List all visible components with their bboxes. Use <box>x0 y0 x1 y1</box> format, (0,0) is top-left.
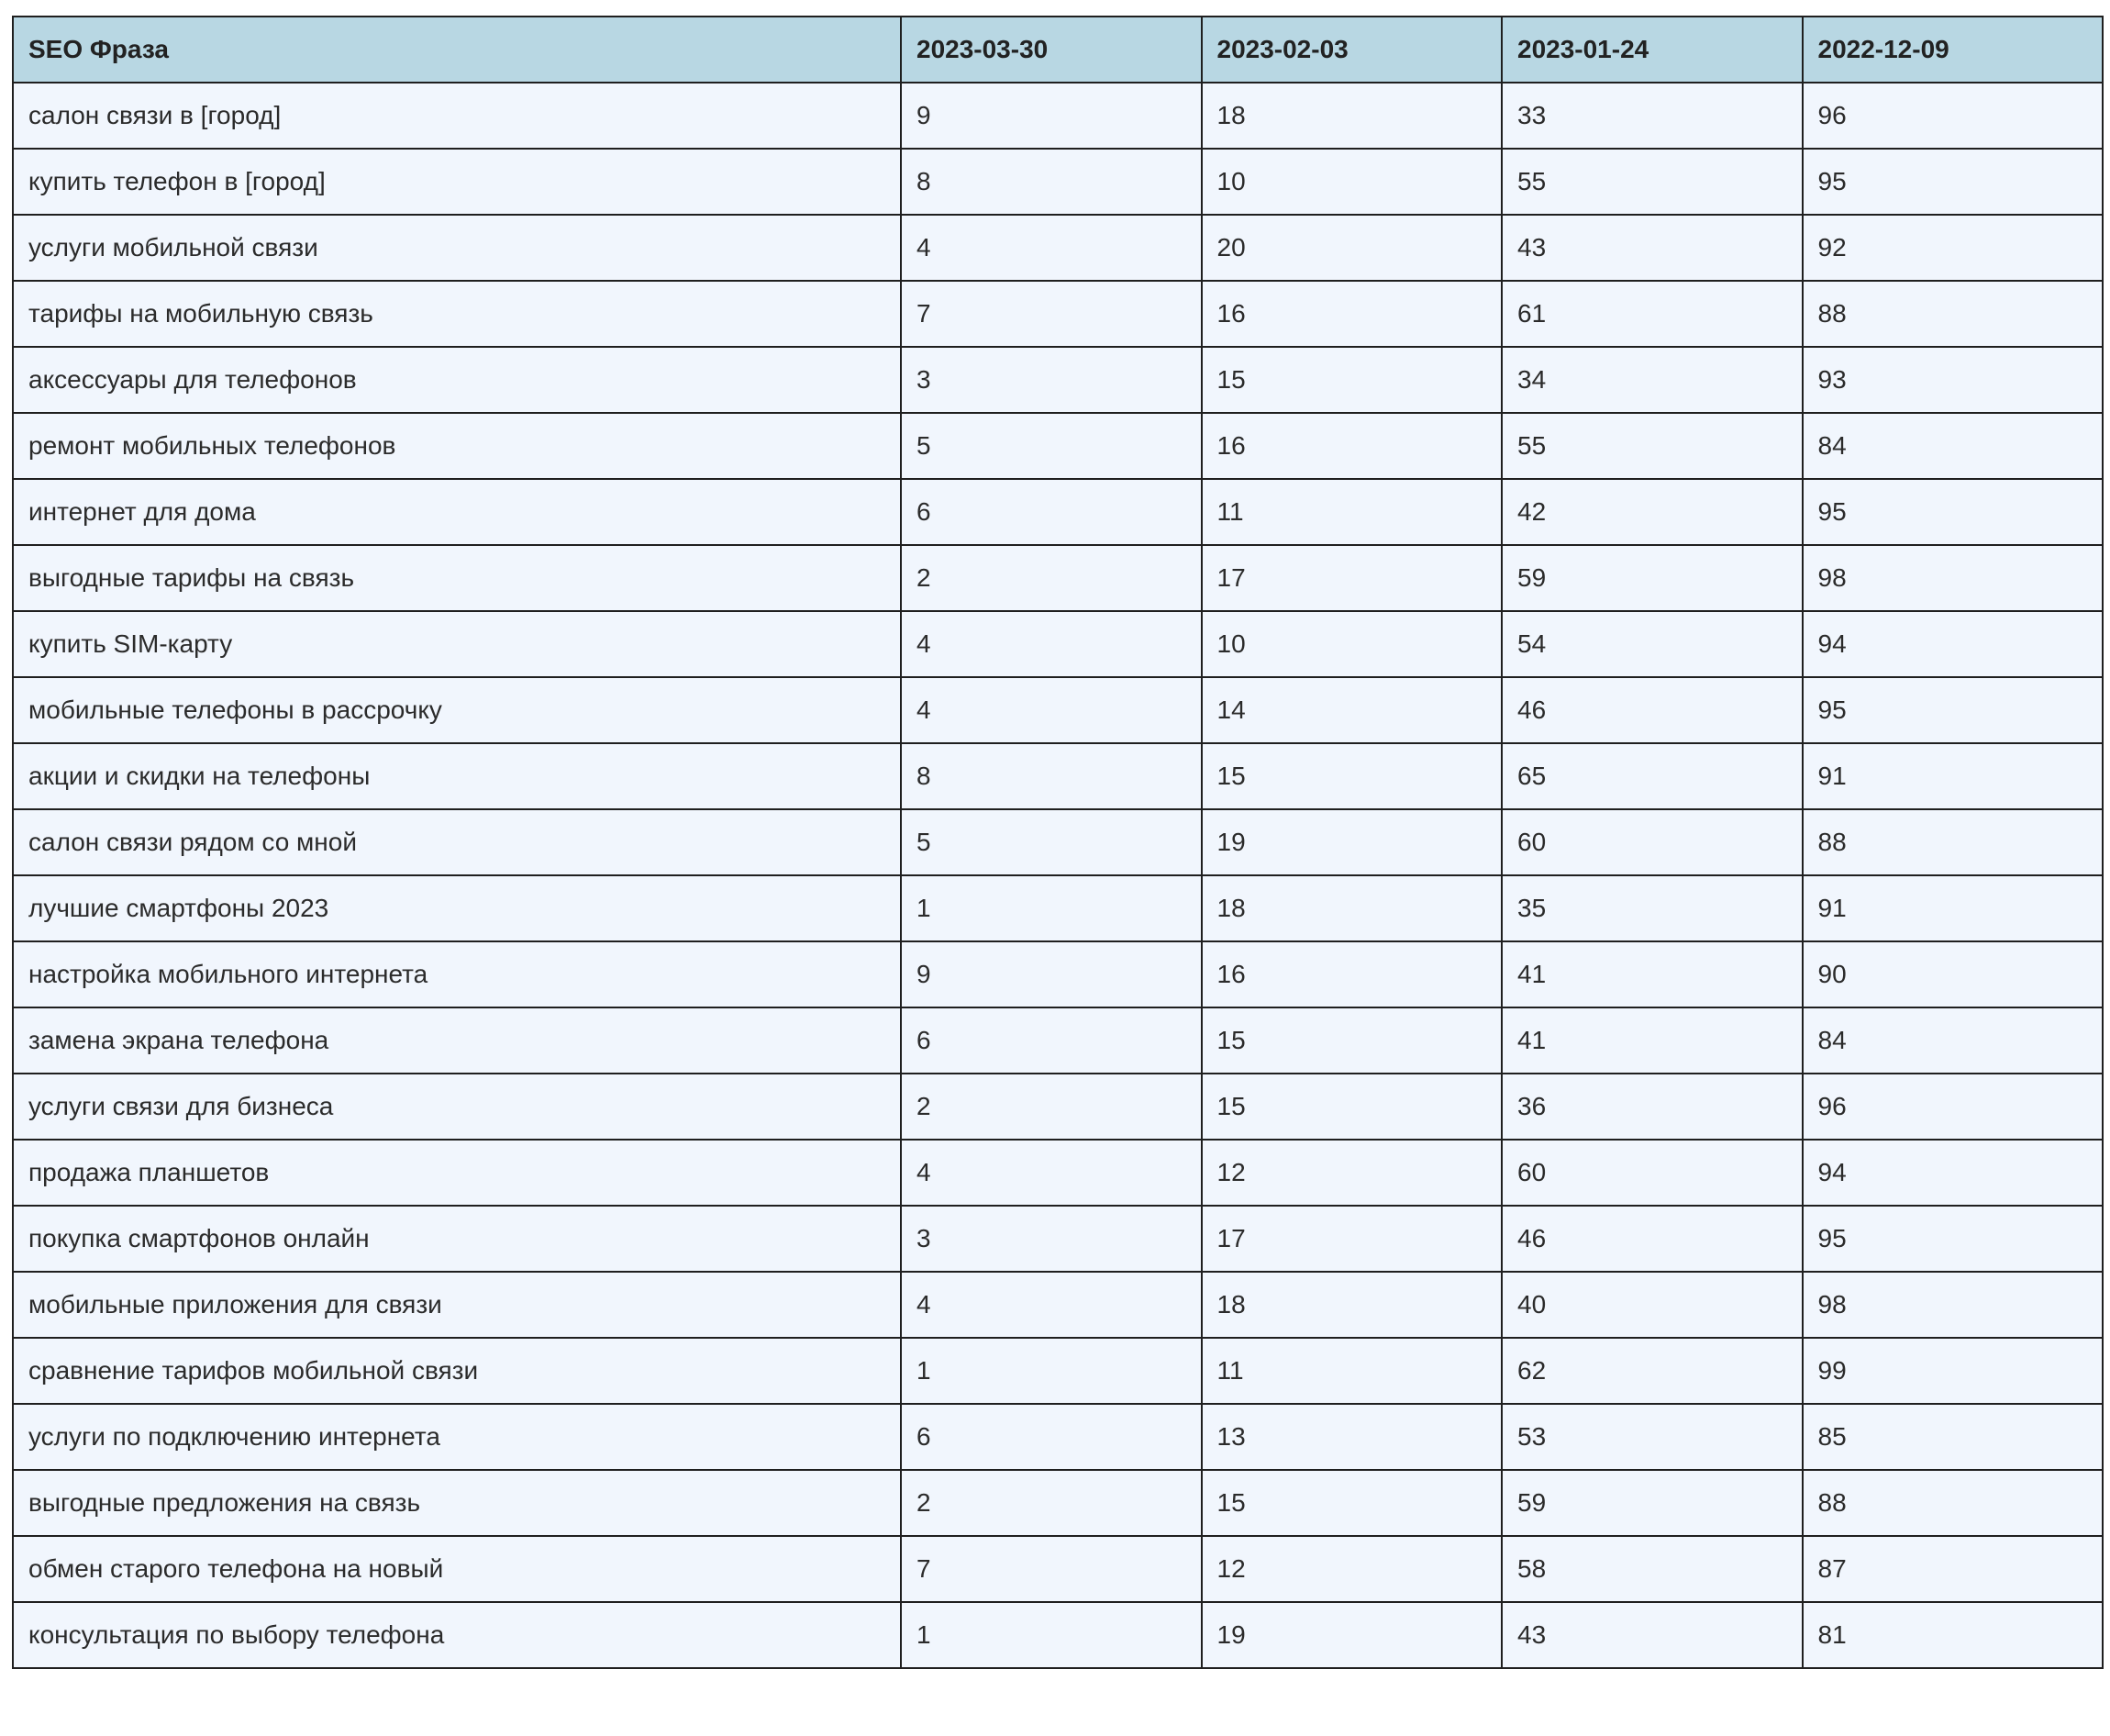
position-cell-2023-01-24: 35 <box>1502 875 1803 941</box>
position-cell-2023-03-30: 7 <box>901 1536 1202 1602</box>
position-cell-2022-12-09: 88 <box>1803 809 2104 875</box>
position-cell-2022-12-09: 92 <box>1803 215 2104 281</box>
position-cell-2023-02-03: 10 <box>1202 611 1503 677</box>
position-cell-2022-12-09: 96 <box>1803 83 2104 149</box>
position-cell-2023-01-24: 40 <box>1502 1272 1803 1338</box>
position-cell-2023-03-30: 2 <box>901 1074 1202 1140</box>
position-cell-2023-02-03: 15 <box>1202 347 1503 413</box>
phrase-cell: мобильные приложения для связи <box>13 1272 901 1338</box>
position-cell-2023-01-24: 55 <box>1502 413 1803 479</box>
phrase-cell: мобильные телефоны в рассрочку <box>13 677 901 743</box>
header-date-2023-01-24: 2023-01-24 <box>1502 17 1803 83</box>
position-cell-2022-12-09: 95 <box>1803 677 2104 743</box>
table-row <box>13 83 2103 149</box>
table-row <box>13 149 2103 215</box>
position-cell-2023-01-24: 65 <box>1502 743 1803 809</box>
header-seo-phrase: SEO Фраза <box>13 17 901 83</box>
phrase-cell: тарифы на мобильную связь <box>13 281 901 347</box>
phrase-cell: салон связи в [город] <box>13 83 901 149</box>
position-cell-2023-03-30: 9 <box>901 941 1202 1007</box>
table-header <box>13 17 2103 83</box>
table-row <box>13 281 2103 347</box>
position-cell-2023-02-03: 15 <box>1202 1074 1503 1140</box>
position-cell-2022-12-09: 93 <box>1803 347 2104 413</box>
position-cell-2023-03-30: 2 <box>901 545 1202 611</box>
phrase-cell: аксессуары для телефонов <box>13 347 901 413</box>
position-cell-2022-12-09: 96 <box>1803 1074 2104 1140</box>
position-cell-2023-02-03: 11 <box>1202 479 1503 545</box>
position-cell-2023-01-24: 60 <box>1502 809 1803 875</box>
table-row <box>13 809 2103 875</box>
phrase-cell: услуги связи для бизнеса <box>13 1074 901 1140</box>
table-row <box>13 479 2103 545</box>
position-cell-2023-03-30: 5 <box>901 809 1202 875</box>
phrase-cell: салон связи рядом со мной <box>13 809 901 875</box>
position-cell-2023-03-30: 6 <box>901 1007 1202 1074</box>
table-row <box>13 743 2103 809</box>
position-cell-2023-03-30: 4 <box>901 1272 1202 1338</box>
position-cell-2022-12-09: 84 <box>1803 413 2104 479</box>
table-row <box>13 413 2103 479</box>
header-date-2023-02-03: 2023-02-03 <box>1202 17 1503 83</box>
position-cell-2022-12-09: 90 <box>1803 941 2104 1007</box>
position-cell-2023-02-03: 16 <box>1202 941 1503 1007</box>
phrase-cell: купить телефон в [город] <box>13 149 901 215</box>
position-cell-2023-03-30: 9 <box>901 83 1202 149</box>
position-cell-2023-03-30: 7 <box>901 281 1202 347</box>
position-cell-2023-01-24: 53 <box>1502 1404 1803 1470</box>
table-body <box>13 83 2103 1668</box>
position-cell-2023-02-03: 16 <box>1202 413 1503 479</box>
position-cell-2022-12-09: 95 <box>1803 479 2104 545</box>
position-cell-2022-12-09: 91 <box>1803 875 2104 941</box>
position-cell-2023-01-24: 61 <box>1502 281 1803 347</box>
position-cell-2023-03-30: 1 <box>901 1338 1202 1404</box>
table-row <box>13 347 2103 413</box>
table-row <box>13 875 2103 941</box>
position-cell-2022-12-09: 94 <box>1803 1140 2104 1206</box>
position-cell-2022-12-09: 95 <box>1803 149 2104 215</box>
position-cell-2023-02-03: 19 <box>1202 809 1503 875</box>
table-row <box>13 1536 2103 1602</box>
position-cell-2023-02-03: 11 <box>1202 1338 1503 1404</box>
table-row <box>13 1272 2103 1338</box>
position-cell-2023-03-30: 1 <box>901 875 1202 941</box>
position-cell-2023-01-24: 46 <box>1502 1206 1803 1272</box>
position-cell-2023-01-24: 36 <box>1502 1074 1803 1140</box>
table-row <box>13 1602 2103 1668</box>
position-cell-2023-02-03: 19 <box>1202 1602 1503 1668</box>
position-cell-2022-12-09: 98 <box>1803 1272 2104 1338</box>
position-cell-2022-12-09: 88 <box>1803 1470 2104 1536</box>
phrase-cell: лучшие смартфоны 2023 <box>13 875 901 941</box>
table-row <box>13 1338 2103 1404</box>
position-cell-2022-12-09: 84 <box>1803 1007 2104 1074</box>
position-cell-2023-02-03: 15 <box>1202 1470 1503 1536</box>
position-cell-2023-01-24: 34 <box>1502 347 1803 413</box>
position-cell-2023-01-24: 62 <box>1502 1338 1803 1404</box>
position-cell-2023-03-30: 3 <box>901 1206 1202 1272</box>
position-cell-2023-02-03: 16 <box>1202 281 1503 347</box>
position-cell-2023-02-03: 18 <box>1202 83 1503 149</box>
position-cell-2023-03-30: 4 <box>901 677 1202 743</box>
table-row <box>13 1206 2103 1272</box>
position-cell-2023-01-24: 41 <box>1502 941 1803 1007</box>
phrase-cell: услуги мобильной связи <box>13 215 901 281</box>
position-cell-2023-03-30: 5 <box>901 413 1202 479</box>
table-row <box>13 677 2103 743</box>
position-cell-2023-02-03: 18 <box>1202 875 1503 941</box>
table-row <box>13 1074 2103 1140</box>
phrase-cell: интернет для дома <box>13 479 901 545</box>
position-cell-2023-01-24: 43 <box>1502 1602 1803 1668</box>
phrase-cell: настройка мобильного интернета <box>13 941 901 1007</box>
position-cell-2023-01-24: 59 <box>1502 545 1803 611</box>
position-cell-2022-12-09: 91 <box>1803 743 2104 809</box>
phrase-cell: замена экрана телефона <box>13 1007 901 1074</box>
phrase-cell: услуги по подключению интернета <box>13 1404 901 1470</box>
position-cell-2022-12-09: 85 <box>1803 1404 2104 1470</box>
position-cell-2023-03-30: 1 <box>901 1602 1202 1668</box>
position-cell-2023-03-30: 3 <box>901 347 1202 413</box>
position-cell-2023-02-03: 12 <box>1202 1140 1503 1206</box>
position-cell-2023-02-03: 14 <box>1202 677 1503 743</box>
table-row <box>13 1140 2103 1206</box>
table-row <box>13 545 2103 611</box>
position-cell-2023-02-03: 15 <box>1202 743 1503 809</box>
table-row <box>13 1404 2103 1470</box>
position-cell-2023-02-03: 13 <box>1202 1404 1503 1470</box>
position-cell-2023-01-24: 58 <box>1502 1536 1803 1602</box>
phrase-cell: купить SIM-карту <box>13 611 901 677</box>
position-cell-2023-02-03: 20 <box>1202 215 1503 281</box>
position-cell-2023-02-03: 17 <box>1202 1206 1503 1272</box>
position-cell-2023-02-03: 12 <box>1202 1536 1503 1602</box>
table-row <box>13 611 2103 677</box>
phrase-cell: сравнение тарифов мобильной связи <box>13 1338 901 1404</box>
table-row <box>13 941 2103 1007</box>
phrase-cell: продажа планшетов <box>13 1140 901 1206</box>
position-cell-2023-01-24: 42 <box>1502 479 1803 545</box>
seo-table-container <box>12 16 2102 1669</box>
position-cell-2023-01-24: 54 <box>1502 611 1803 677</box>
position-cell-2023-03-30: 4 <box>901 215 1202 281</box>
table-row <box>13 1470 2103 1536</box>
table-row <box>13 1007 2103 1074</box>
phrase-cell: покупка смартфонов онлайн <box>13 1206 901 1272</box>
phrase-cell: ремонт мобильных телефонов <box>13 413 901 479</box>
position-cell-2022-12-09: 94 <box>1803 611 2104 677</box>
position-cell-2023-03-30: 8 <box>901 149 1202 215</box>
phrase-cell: выгодные предложения на связь <box>13 1470 901 1536</box>
position-cell-2023-03-30: 4 <box>901 611 1202 677</box>
position-cell-2023-01-24: 55 <box>1502 149 1803 215</box>
position-cell-2023-03-30: 4 <box>901 1140 1202 1206</box>
seo-positions-table <box>12 16 2104 1669</box>
position-cell-2023-02-03: 17 <box>1202 545 1503 611</box>
header-date-2023-03-30: 2023-03-30 <box>901 17 1202 83</box>
phrase-cell: выгодные тарифы на связь <box>13 545 901 611</box>
position-cell-2022-12-09: 98 <box>1803 545 2104 611</box>
phrase-cell: акции и скидки на телефоны <box>13 743 901 809</box>
position-cell-2023-01-24: 60 <box>1502 1140 1803 1206</box>
position-cell-2023-02-03: 10 <box>1202 149 1503 215</box>
position-cell-2023-03-30: 8 <box>901 743 1202 809</box>
position-cell-2023-01-24: 33 <box>1502 83 1803 149</box>
header-date-2022-12-09: 2022-12-09 <box>1803 17 2104 83</box>
position-cell-2023-02-03: 18 <box>1202 1272 1503 1338</box>
position-cell-2022-12-09: 99 <box>1803 1338 2104 1404</box>
position-cell-2023-01-24: 59 <box>1502 1470 1803 1536</box>
table-row <box>13 215 2103 281</box>
position-cell-2022-12-09: 95 <box>1803 1206 2104 1272</box>
position-cell-2023-02-03: 15 <box>1202 1007 1503 1074</box>
position-cell-2022-12-09: 87 <box>1803 1536 2104 1602</box>
position-cell-2023-01-24: 41 <box>1502 1007 1803 1074</box>
position-cell-2023-03-30: 2 <box>901 1470 1202 1536</box>
position-cell-2023-03-30: 6 <box>901 479 1202 545</box>
phrase-cell: обмен старого телефона на новый <box>13 1536 901 1602</box>
position-cell-2022-12-09: 81 <box>1803 1602 2104 1668</box>
position-cell-2022-12-09: 88 <box>1803 281 2104 347</box>
position-cell-2023-01-24: 46 <box>1502 677 1803 743</box>
header-row <box>13 17 2103 83</box>
phrase-cell: консультация по выбору телефона <box>13 1602 901 1668</box>
position-cell-2023-03-30: 6 <box>901 1404 1202 1470</box>
position-cell-2023-01-24: 43 <box>1502 215 1803 281</box>
